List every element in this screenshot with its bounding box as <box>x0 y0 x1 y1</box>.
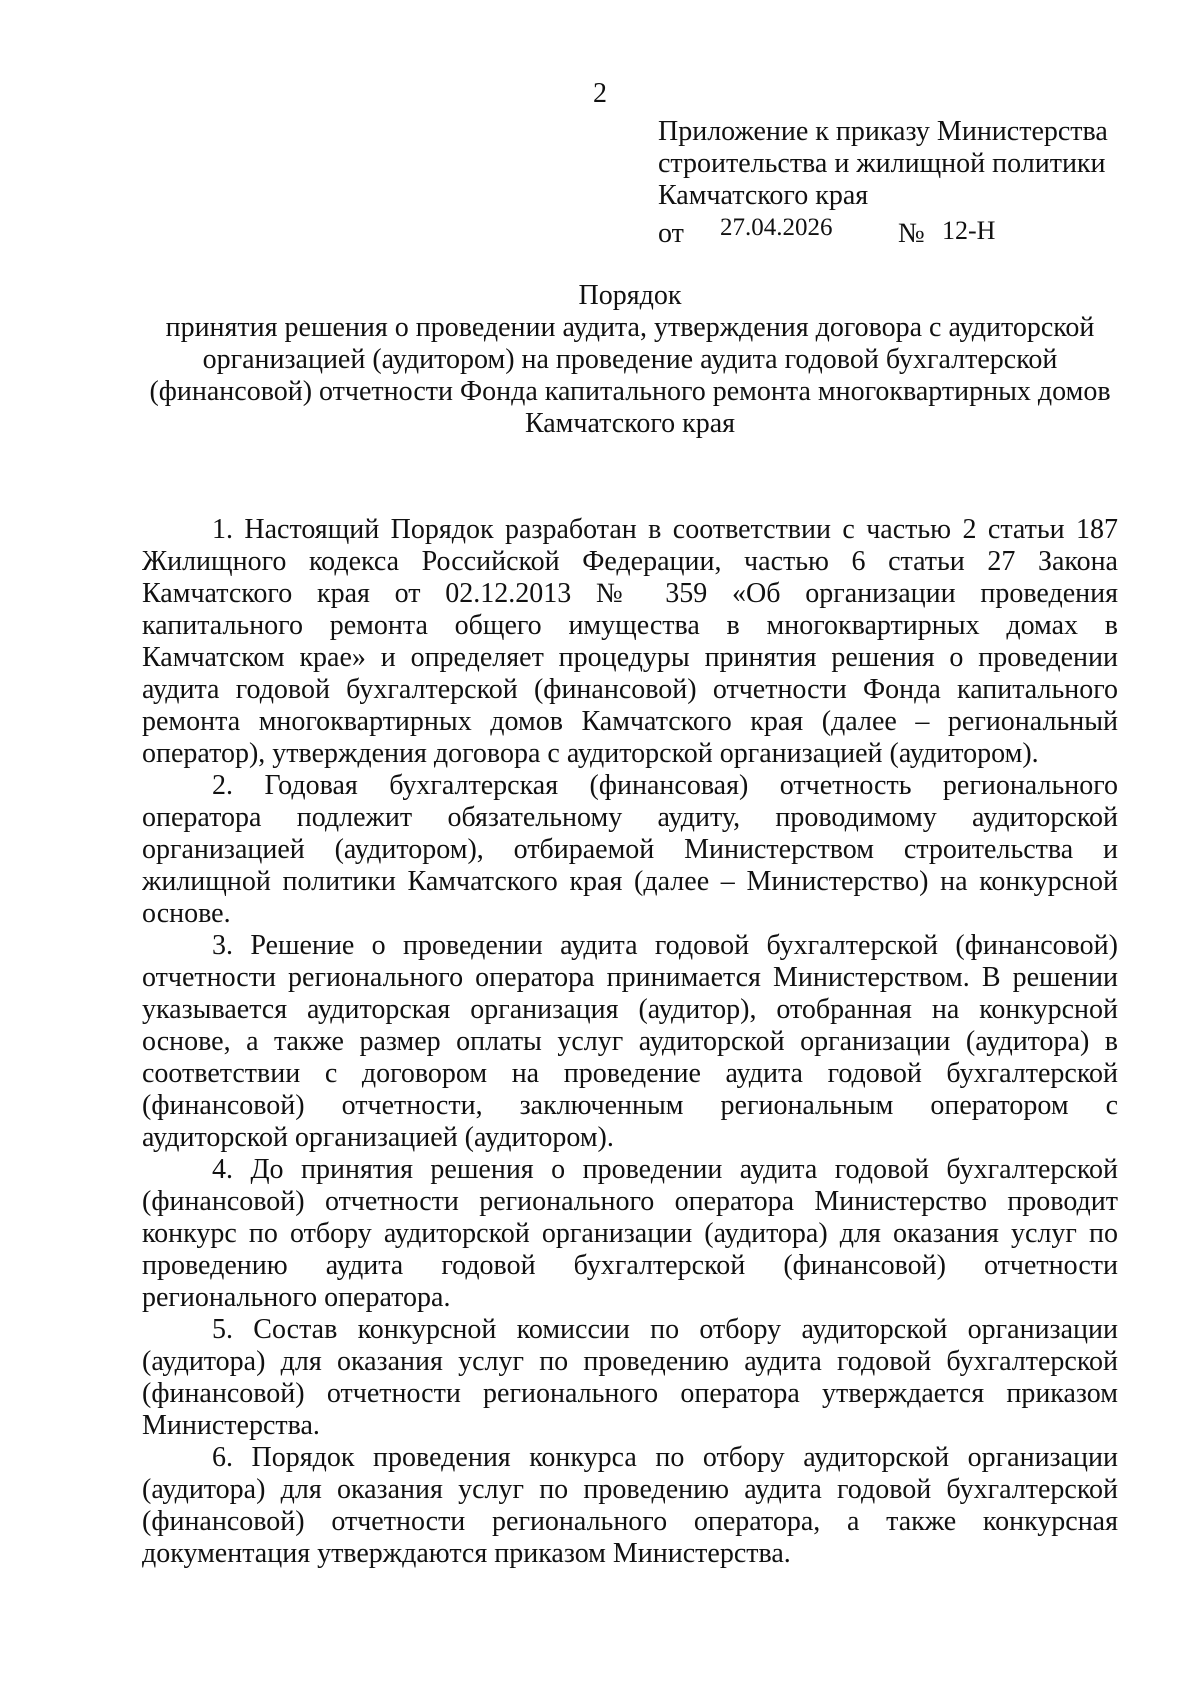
number-sign: № <box>898 218 925 249</box>
paragraph-line: организацией (аудитором), отбираемой Министерством строительства и <box>142 834 1118 865</box>
title-line: принятия решения о проведении аудита, утверждения договора с аудиторской <box>165 312 1095 343</box>
paragraph-line: Жилищного кодекса Российской Федерации, частью 6 статьи 27 Закона <box>142 546 1118 577</box>
paragraph-line: (аудитора) для оказания услуг по проведению аудита годовой бухгалтерской <box>142 1346 1118 1377</box>
order-number: 12-Н <box>942 216 996 245</box>
appendix-line: строительства и жилищной политики <box>658 148 1106 179</box>
paragraph-line: оператора подлежит обязательному аудиту, проводимому аудиторской <box>142 802 1118 833</box>
order-reference <box>658 214 1078 248</box>
paragraph-line: 3. Решение о проведении аудита годовой бухгалтерской (финансовой) <box>212 930 1118 961</box>
paragraph-line: (финансовой) отчетности регионального оператора Министерство проводит <box>142 1186 1118 1217</box>
paragraph-line: (финансовой) отчетности регионального оператора, а также конкурсная <box>142 1506 1118 1537</box>
paragraph-line: ремонта многоквартирных домов Камчатского края (далее – региональный <box>142 706 1118 737</box>
paragraph-1 <box>142 514 1118 770</box>
paragraph-4 <box>142 1154 1118 1314</box>
order-date: 27.04.2026 <box>720 214 833 241</box>
title-heading: Порядок <box>578 280 682 311</box>
paragraph-3 <box>142 930 1118 1154</box>
paragraph-line: аудита годовой бухгалтерской (финансовой) отчетности Фонда капитального <box>142 674 1118 705</box>
paragraph-line: жилищной политики Камчатского края (далее – Министерство) на конкурсной <box>142 866 1118 897</box>
page-number: 2 <box>593 78 607 109</box>
title-line: (финансовой) отчетности Фонда капитального ремонта многоквартирных домов <box>149 376 1111 407</box>
paragraph-line: (финансовой) отчетности регионального оператора утверждается приказом <box>142 1378 1118 1409</box>
paragraph-line: основе. <box>142 898 231 929</box>
paragraph-line: капитального ремонта общего имущества в многоквартирных домах в <box>142 610 1118 641</box>
paragraph-line: (аудитора) для оказания услуг по проведению аудита годовой бухгалтерской <box>142 1474 1118 1505</box>
paragraph-line: 5. Состав конкурсной комиссии по отбору аудиторской организации <box>212 1314 1118 1345</box>
paragraph-line: 2. Годовая бухгалтерская (финансовая) отчетность регионального <box>212 770 1118 801</box>
appendix-line: Приложение к приказу Министерства <box>658 116 1108 147</box>
paragraph-line: Камчатском крае» и определяет процедуры принятия решения о проведении <box>142 642 1118 673</box>
paragraph-line: (финансовой) отчетности, заключенным региональным оператором с <box>142 1090 1118 1121</box>
paragraph-line: основе, а также размер оплаты услуг аудиторской организации (аудитора) в <box>142 1026 1118 1057</box>
title-line: организацией (аудитором) на проведение аудита годовой бухгалтерской <box>202 344 1058 375</box>
paragraph-line: 1. Настоящий Порядок разработан в соответствии с частью 2 статьи 187 <box>212 514 1118 545</box>
paragraph-line: соответствии с договором на проведение аудита годовой бухгалтерской <box>142 1058 1118 1089</box>
paragraph-line: 6. Порядок проведения конкурса по отбору аудиторской организации <box>212 1442 1118 1473</box>
paragraph-5 <box>142 1314 1118 1442</box>
appendix-line: Камчатского края <box>658 180 869 211</box>
paragraph-line: Камчатского края от 02.12.2013 № 359 «Об организации проведения <box>142 578 1118 609</box>
paragraph-line: оператор), утверждения договора с аудиторской организацией (аудитором). <box>142 738 1039 769</box>
paragraph-line: отчетности регионального оператора принимается Министерством. В решении <box>142 962 1118 993</box>
from-label: от <box>658 218 684 249</box>
paragraph-line: документация утверждаются приказом Министерства. <box>142 1538 791 1569</box>
paragraph-line: указывается аудиторская организация (аудитор), отобранная на конкурсной <box>142 994 1118 1025</box>
appendix-header <box>658 116 1108 212</box>
paragraph-line: конкурс по отбору аудиторской организации (аудитора) для оказания услуг по <box>142 1218 1118 1249</box>
paragraph-6 <box>142 1442 1118 1570</box>
paragraph-line: регионального оператора. <box>142 1282 451 1313</box>
paragraph-line: проведению аудита годовой бухгалтерской (финансовой) отчетности <box>142 1250 1118 1281</box>
paragraph-line: аудиторской организацией (аудитором). <box>142 1122 614 1153</box>
document-title <box>140 280 1120 440</box>
paragraph-line: 4. До принятия решения о проведении аудита годовой бухгалтерской <box>212 1154 1118 1185</box>
paragraph-2 <box>142 770 1118 930</box>
title-line: Камчатского края <box>524 408 736 439</box>
document-body <box>142 514 1118 1570</box>
paragraph-line: Министерства. <box>142 1410 320 1441</box>
